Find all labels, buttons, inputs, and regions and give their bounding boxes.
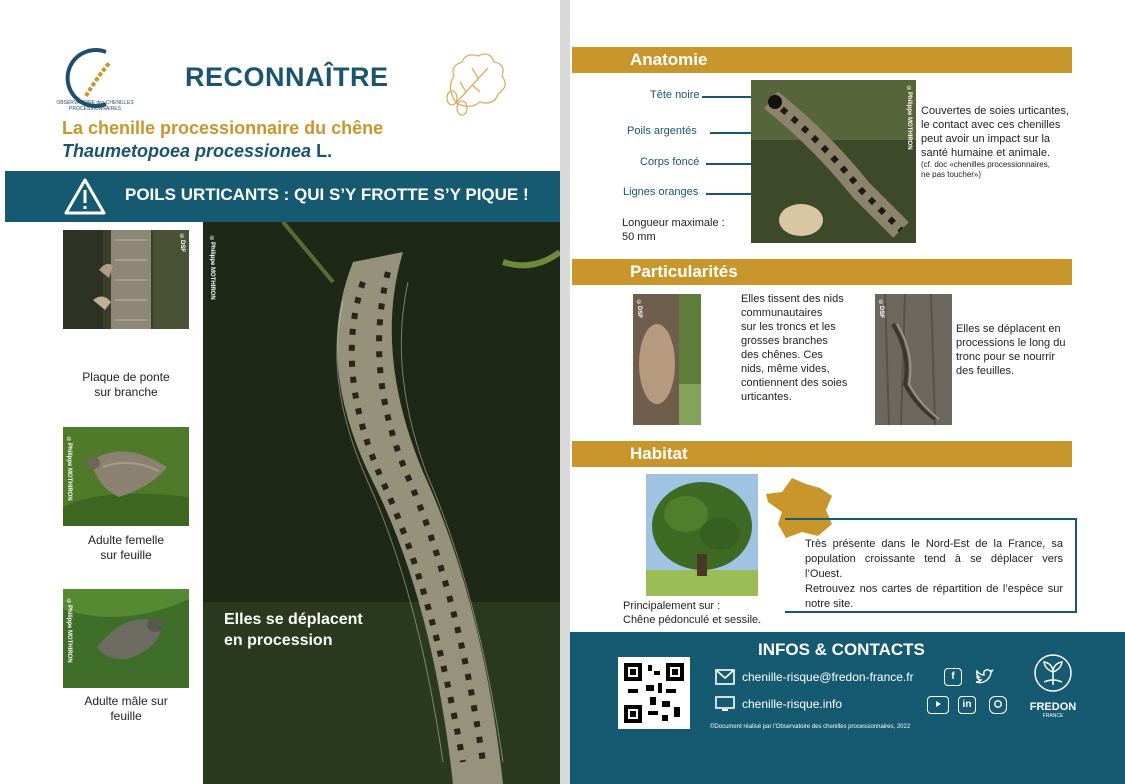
section-title: Habitat bbox=[630, 444, 688, 463]
fredon-brand: FREDON bbox=[1029, 701, 1077, 713]
facebook-icon[interactable]: f bbox=[944, 668, 962, 686]
fredon-logo bbox=[1028, 652, 1078, 719]
text-line: sur les troncs et les bbox=[741, 321, 836, 333]
photo-credit: ©Philippe MOTHIRON bbox=[906, 86, 912, 150]
text-line: le contact avec ces chenilles bbox=[921, 119, 1061, 131]
text-line: Elles tissent des nids bbox=[741, 293, 844, 305]
anatomy-label-body: Corps foncé bbox=[640, 156, 700, 168]
male-adult-photo bbox=[63, 589, 189, 688]
photo-credit: ©Philippe MOTHIRON bbox=[66, 599, 72, 663]
photo-credit: ©DSF bbox=[179, 234, 185, 252]
text-line: 50 mm bbox=[622, 231, 656, 243]
text-line: Retrouvez nos cartes de répartition de l’espèce sur notre site. bbox=[805, 583, 1063, 610]
qr-code[interactable] bbox=[618, 657, 690, 729]
nest-photo bbox=[633, 294, 701, 425]
caption-line: Adulte femelle bbox=[87, 533, 165, 547]
text-line: Couvertes de soies urticantes, bbox=[921, 105, 1069, 117]
text-line: Principalement sur : bbox=[623, 600, 721, 612]
anatomy-description bbox=[921, 104, 1081, 180]
text-line: peut avoir un impact sur la bbox=[921, 133, 1051, 145]
caption-line: sur feuille bbox=[100, 548, 152, 562]
section-particularites bbox=[572, 259, 1072, 285]
anatomy-label-head: Tête noire bbox=[650, 89, 700, 101]
page-title: RECONNAÎTRE bbox=[185, 62, 389, 92]
caption-line: Adulte mâle sur bbox=[84, 694, 168, 708]
oak-leaf-icon bbox=[436, 48, 516, 118]
warning-banner-text: POILS URTICANTS : QUI S’Y FROTTE S’Y PIQUE ! bbox=[125, 185, 529, 204]
text-note: (cf. doc «chenilles processionnaires, bbox=[921, 160, 1050, 169]
contacts-title: INFOS & CONTACTS bbox=[758, 640, 925, 659]
instagram-lens-icon bbox=[991, 697, 1005, 711]
text-line: Longueur maximale : bbox=[622, 217, 725, 229]
youtube-play-icon bbox=[929, 697, 947, 711]
text-line: Très présente dans le Nord-Est de la France, sa population croissante tend à se déplacer vers l’Ouest. bbox=[805, 538, 1063, 580]
female-adult-caption bbox=[60, 533, 192, 563]
text-line: nids, même vides, bbox=[741, 363, 830, 375]
text-line: Elles se déplacent en bbox=[956, 323, 1061, 335]
egg-plate-photo bbox=[63, 230, 189, 329]
section-title: Anatomie bbox=[630, 50, 708, 69]
text-line: des feuilles. bbox=[956, 365, 1015, 377]
procession-photo bbox=[203, 222, 560, 784]
photo-credit: ©Philippe MOTHIRON bbox=[209, 236, 215, 300]
text-line: grosses branches bbox=[741, 335, 828, 347]
tree-caption bbox=[623, 599, 761, 627]
species-common-name: La chenille processionnaire du chêne bbox=[62, 118, 384, 138]
monitor-icon bbox=[715, 696, 735, 712]
latin-author: L. bbox=[316, 141, 333, 161]
text-line: des chênes. Ces bbox=[741, 349, 823, 361]
text-line: tronc pour se nourrir bbox=[956, 351, 1056, 363]
twitter-icon[interactable] bbox=[974, 668, 994, 686]
contact-email[interactable]: chenille-risque@fredon-france.fr bbox=[742, 670, 914, 684]
fredon-sub: FRANCE bbox=[1042, 713, 1064, 719]
nest-description bbox=[741, 292, 871, 404]
text-line: Chêne pédonculé et sessile. bbox=[623, 614, 762, 626]
latin-genus-species: Thaumetopoea processionea bbox=[62, 141, 312, 161]
youtube-icon[interactable] bbox=[927, 696, 949, 714]
egg-plate-caption bbox=[60, 370, 192, 400]
photo-credit: ©Philippe MOTHIRON bbox=[66, 437, 72, 501]
habitat-info-text bbox=[805, 537, 1063, 612]
max-length bbox=[622, 216, 725, 244]
mail-icon bbox=[715, 669, 735, 685]
document-footnote: ©Document réalisé par l’Observatoire des chenilles processionnaires, 2022 bbox=[710, 724, 911, 730]
caption-line: sur branche bbox=[94, 385, 158, 399]
text-line: processions le long du bbox=[956, 337, 1066, 349]
caterpillar-anatomy-photo bbox=[751, 80, 916, 243]
text-line: urticantes. bbox=[741, 391, 792, 403]
oak-tree-photo bbox=[646, 474, 758, 596]
text-line: communautaires bbox=[741, 307, 823, 319]
section-anatomie bbox=[572, 47, 1072, 73]
caption-line: en procession bbox=[224, 632, 333, 649]
fredon-emblem-icon bbox=[1032, 652, 1074, 694]
trunk-procession-photo bbox=[875, 294, 952, 425]
photo-credit: ©DSF bbox=[636, 300, 642, 318]
section-habitat bbox=[572, 441, 1072, 467]
right-page bbox=[570, 0, 1125, 784]
text-line: santé humaine et animale. bbox=[921, 147, 1051, 159]
warning-banner bbox=[5, 171, 560, 222]
species-latin-name bbox=[62, 141, 332, 162]
left-page bbox=[0, 0, 560, 784]
warning-icon bbox=[63, 177, 107, 217]
section-title: Particularités bbox=[630, 262, 738, 281]
procession-description bbox=[956, 322, 1076, 378]
text-note: ne pas toucher») bbox=[921, 170, 982, 179]
instagram-icon[interactable] bbox=[989, 696, 1007, 714]
contact-website[interactable]: chenille-risque.info bbox=[742, 697, 843, 711]
contacts-panel bbox=[570, 632, 1125, 784]
caption-line: Plaque de ponte bbox=[82, 370, 170, 384]
male-adult-caption bbox=[60, 694, 192, 724]
female-adult-photo bbox=[63, 427, 189, 526]
caption-line: Elles se déplacent bbox=[224, 611, 363, 628]
anatomy-label-lines: Lignes oranges bbox=[623, 186, 699, 198]
photo-credit: ©DSF bbox=[878, 300, 884, 318]
logo-text: OBSERVATOIRE des CHENILLES PROCESSIONNAIRES bbox=[56, 100, 134, 112]
anatomy-label-hair: Poils argentés bbox=[627, 125, 697, 137]
procession-caption bbox=[224, 609, 394, 651]
caption-line: feuille bbox=[110, 709, 142, 723]
linkedin-icon[interactable]: in bbox=[958, 696, 976, 714]
text-line: contiennent des soies bbox=[741, 377, 848, 389]
